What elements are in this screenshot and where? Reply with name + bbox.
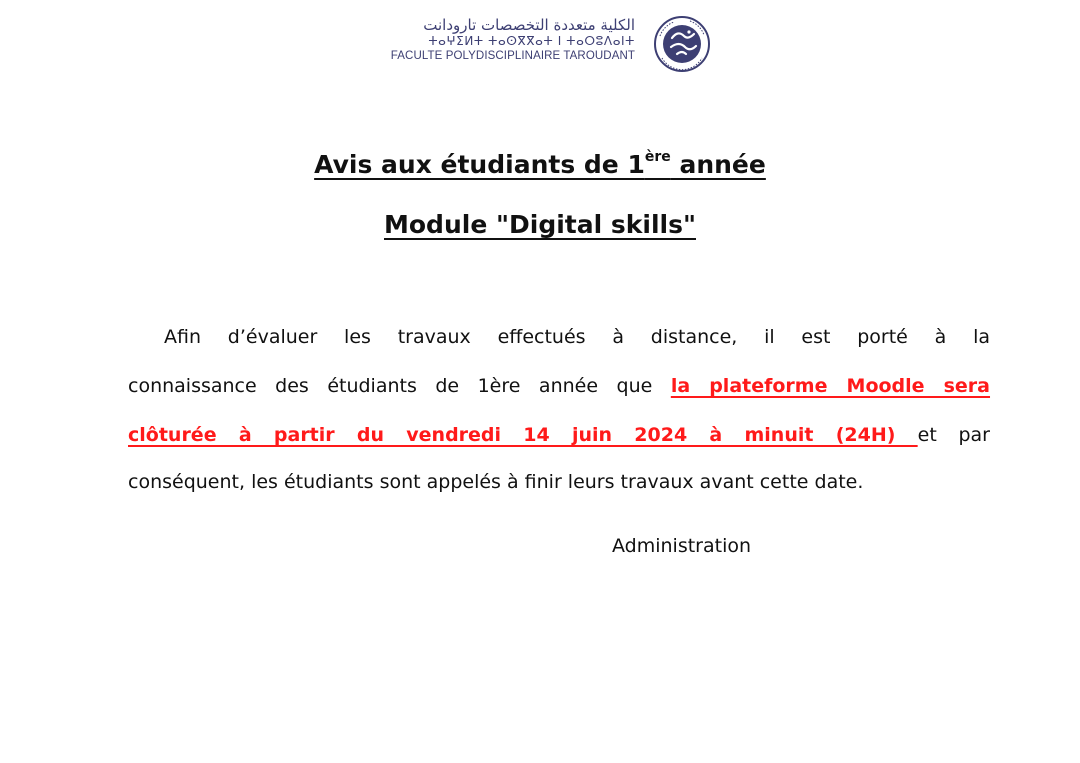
paragraph-line-1: Afin d’évaluer les travaux effectués à distance, il est porté à la — [164, 326, 990, 348]
paragraph-line-4: conséquent, les étudiants sont appelés à finir leurs travaux avant cette date. — [128, 471, 864, 493]
notice-subtitle — [0, 210, 1080, 239]
module-name: Module "Digital skills" — [384, 210, 696, 239]
title-main-text-end: année — [670, 150, 766, 179]
title-ordinal-superscript: ère — [644, 149, 671, 165]
deadline-highlight: la plateforme Moodle sera — [670, 375, 991, 397]
institution-name-french: FACULTE POLYDISCIPLINAIRE TAROUDANT — [390, 50, 635, 62]
institution-name-tifinagh: ⵜⴰⵖⵉⵍⵜ ⵜⴰⵙⴳⴳⴰⵜ ⵏ ⵜⴰⵔⵓⴷⴰⵏⵜ — [428, 34, 635, 48]
institution-header — [350, 14, 720, 74]
university-seal-logo — [644, 14, 718, 74]
signature-administration: Administration — [612, 535, 752, 557]
paragraph-line-3 — [128, 423, 990, 447]
institution-names — [355, 16, 635, 63]
paragraph-text: et par — [917, 424, 990, 446]
paragraph-line-2 — [128, 374, 990, 398]
institution-name-arabic: الكلية متعددة التخصصات تارودانت — [423, 16, 635, 34]
notice-title — [0, 150, 1080, 179]
deadline-highlight-continued: clôturée à partir du vendredi 14 juin 2024 à minuit (24H) — [128, 424, 918, 446]
paragraph-text: connaissance des étudiants de 1ère année que — [128, 375, 671, 397]
title-main-text: Avis aux étudiants de 1 — [314, 150, 645, 179]
